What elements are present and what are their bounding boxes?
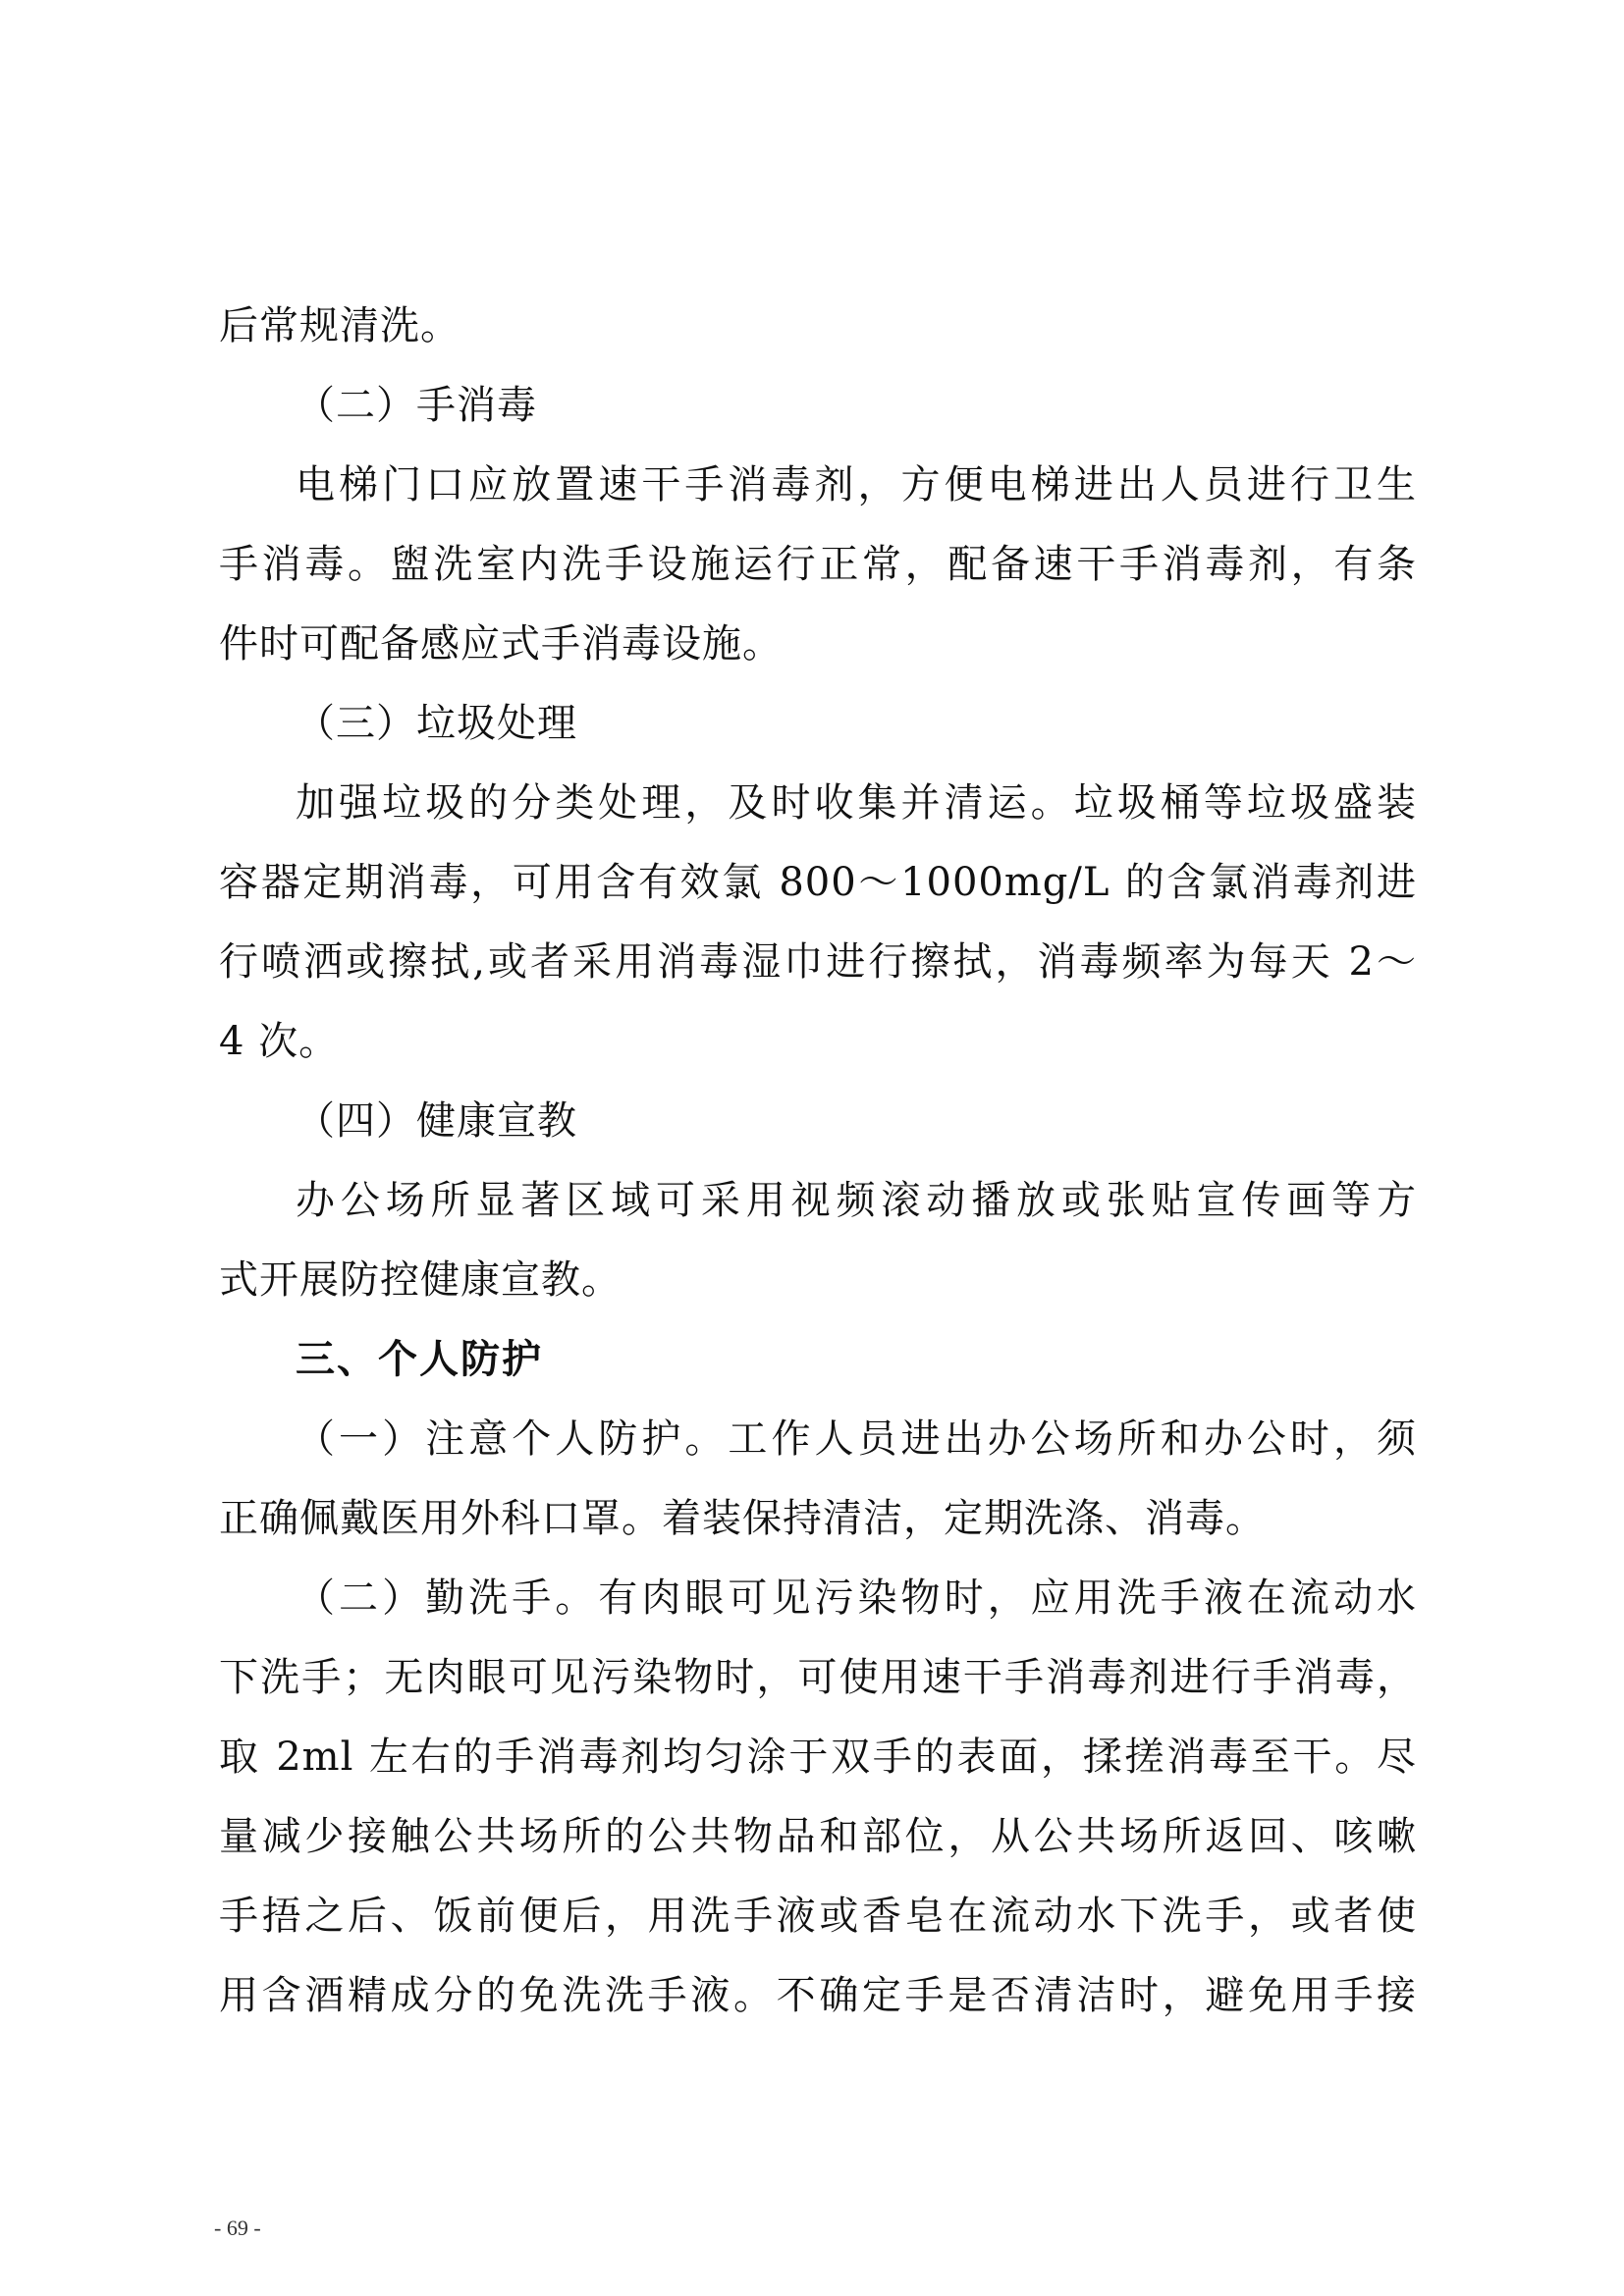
- section-heading: （四）健康宣教: [296, 1098, 577, 1144]
- page-number: - 69 -: [214, 2216, 261, 2240]
- text-line: 手捂之后、饭前便后，用洗手液或香皂在流动水下洗手，或者使: [219, 1894, 1417, 1939]
- text-line: 件时可配备感应式手消毒设施。: [219, 621, 783, 667]
- text-line: 办公场所显著区域可采用视频滚动播放或张贴宣传画等方: [296, 1178, 1417, 1223]
- section-heading: （三）垃圾处理: [296, 701, 577, 746]
- text-line: 下洗手；无肉眼可见污染物时，可使用速干手消毒剂进行手消毒，: [219, 1655, 1417, 1700]
- text-line: 加强垃圾的分类处理，及时收集并清运。垃圾桶等垃圾盛装: [296, 780, 1417, 826]
- chapter-heading: 三、个人防护: [296, 1337, 543, 1382]
- text-line: 手消毒。盥洗室内洗手设施运行正常，配备速干手消毒剂，有条: [219, 542, 1417, 587]
- text-line: 4 次。: [219, 1019, 340, 1064]
- text-line: （二）勤洗手。有肉眼可见污染物时，应用洗手液在流动水: [296, 1575, 1417, 1621]
- text-line: 行喷洒或擦拭,或者采用消毒湿巾进行擦拭，消毒频率为每天 2～: [219, 939, 1417, 985]
- section-heading: （二）手消毒: [296, 383, 537, 428]
- body-text: [219, 287, 1417, 2036]
- text-line: 取 2ml 左右的手消毒剂均匀涂于双手的表面，揉搓消毒至干。尽: [219, 1735, 1417, 1780]
- text-line: （一）注意个人防护。工作人员进出办公场所和办公时，须: [296, 1416, 1417, 1462]
- text-line: 量减少接触公共场所的公共物品和部位，从公共场所返回、咳嗽: [219, 1814, 1417, 1859]
- text-line: 后常规清洗。: [219, 303, 460, 348]
- text-line: 正确佩戴医用外科口罩。着装保持清洁，定期洗涤、消毒。: [219, 1496, 1266, 1541]
- text-line: 电梯门口应放置速干手消毒剂，方便电梯进出人员进行卫生: [296, 462, 1417, 507]
- text-line: 用含酒精成分的免洗洗手液。不确定手是否清洁时，避免用手接: [219, 1973, 1417, 2018]
- text-line: 容器定期消毒，可用含有效氯 800～1000mg/L 的含氯消毒剂进: [219, 860, 1417, 905]
- text-line: 式开展防控健康宣教。: [219, 1257, 622, 1303]
